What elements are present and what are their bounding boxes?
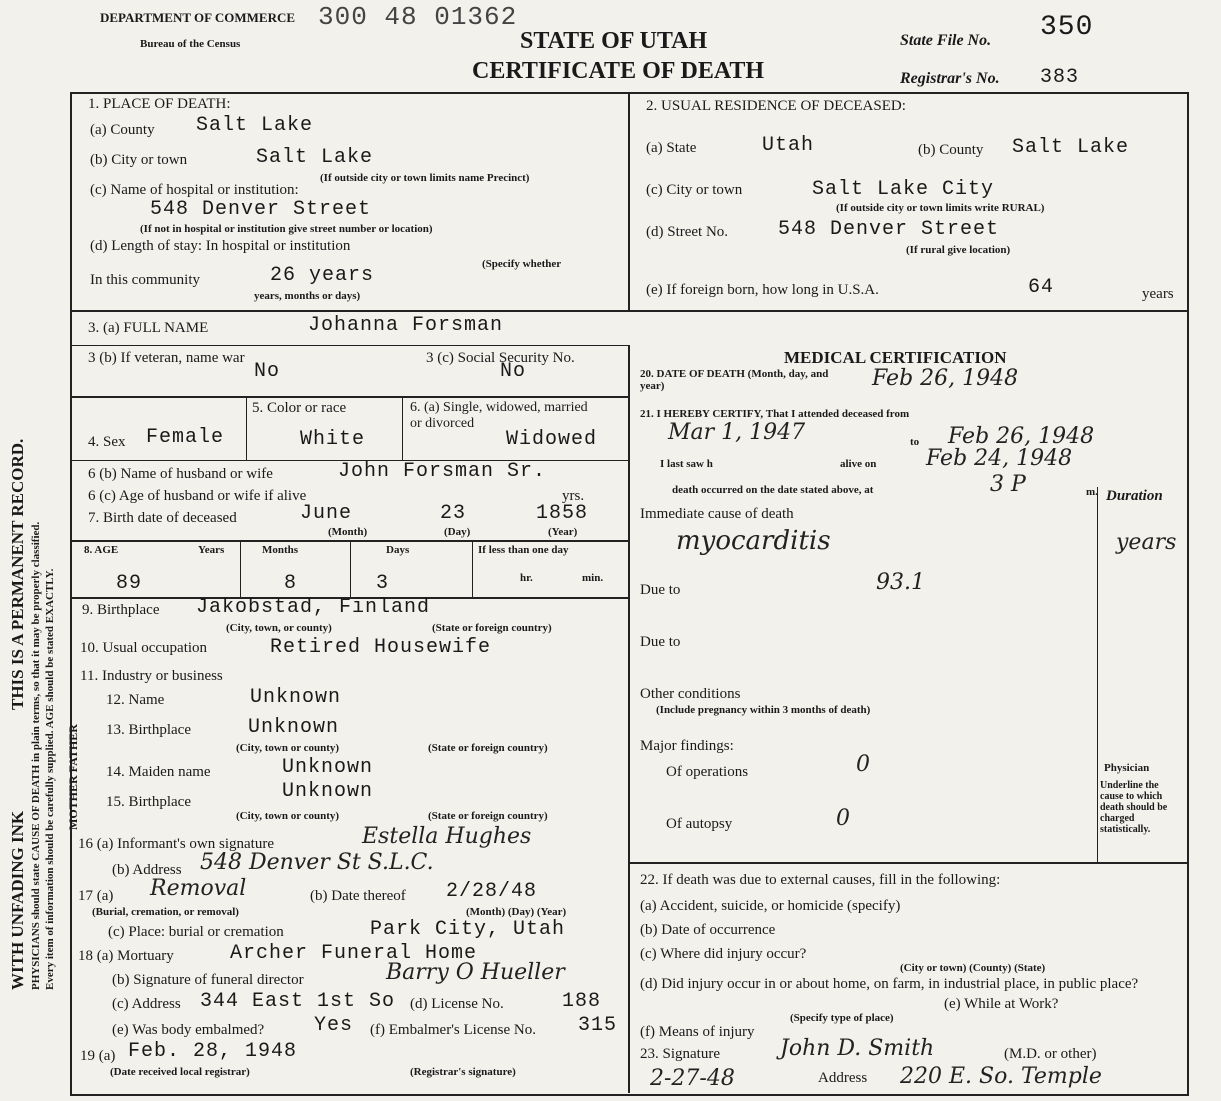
date-thereof-label: (b) Date thereof [310, 888, 406, 904]
signature-label: 23. Signature [640, 1046, 720, 1062]
physician-address: 220 E. So. Temple [900, 1064, 1102, 1089]
parent-note4: (State or foreign country) [428, 810, 548, 822]
duration-header: Duration [1106, 488, 1163, 504]
city-note: (If outside city or town limits name Precinct) [320, 172, 530, 184]
res-street-value: 548 Denver Street [778, 218, 1000, 241]
immediate-cause-label: Immediate cause of death [640, 506, 794, 522]
external-f: (f) Means of injury [640, 1024, 755, 1040]
birthplace-label: 9. Birthplace [82, 602, 160, 618]
ss-value: No [500, 360, 527, 383]
occupation-value: Retired Housewife [270, 636, 492, 659]
mortuary-address-label: (c) Address [112, 996, 181, 1012]
registrar-date-value: Feb. 28, 1948 [128, 1040, 298, 1063]
res-street-note: (If rural give location) [906, 244, 1011, 256]
operations-value: 0 [856, 752, 870, 777]
mortuary-label: 18 (a) Mortuary [78, 948, 174, 964]
parent-note3: (City, town or county) [236, 810, 340, 822]
birth-month: June [300, 502, 353, 525]
month-note: (Month) [328, 526, 368, 538]
city-label: (b) City or town [90, 152, 188, 168]
external-c-note: (City or town) (County) (State) [900, 962, 1046, 974]
operations-label: Of operations [666, 764, 749, 780]
year-note: (Year) [548, 526, 578, 538]
external-a: (a) Accident, suicide, or homicide (specify) [640, 898, 901, 914]
side-instructions [0, 110, 60, 990]
marital-value: Widowed [506, 428, 598, 451]
external-e: (e) While at Work? [944, 996, 1059, 1012]
m-label: m. [1086, 486, 1098, 498]
mother-name-value: Unknown [282, 756, 374, 779]
birth-year: 1858 [536, 502, 589, 525]
community-note: years, months or days) [254, 290, 361, 302]
director-signature: Barry O Hueller [386, 960, 565, 985]
burial-value: Removal [150, 876, 247, 901]
time-value: 3 P [990, 472, 1026, 497]
state-file-no: 350 [1040, 12, 1094, 43]
birthplace-value: Jakobstad, Finland [196, 596, 431, 619]
parent-note1: (City, town or county) [236, 742, 340, 754]
ss-label: 3 (c) Social Security No. [426, 350, 575, 366]
item-note: Every item of information should be carefully supplied. AGE should be stated EXACTLY. [44, 568, 56, 990]
ink-note: WITH UNFADING INK [8, 810, 27, 990]
license-value: 188 [562, 990, 602, 1013]
informant-sig-label: 16 (a) Informant's own signature [78, 836, 274, 852]
registrar-sig-note: (Registrar's signature) [410, 1066, 516, 1078]
occurred-label: death occurred on the date stated above, at [672, 484, 874, 496]
medical-heading: MEDICAL CERTIFICATION [784, 348, 1007, 367]
parent-note2: (State or foreign country) [428, 742, 548, 754]
last-saw-label: I last saw h [660, 458, 713, 470]
res-city-label: (c) City or town [646, 182, 743, 198]
years-header: Years [198, 544, 225, 556]
occupation-label: 10. Usual occupation [80, 640, 208, 656]
years-label: years [1142, 286, 1174, 302]
major-findings-label: Major findings: [640, 738, 734, 754]
hospital-note: (If not in hospital or institution give street number or location) [140, 223, 433, 235]
embalmer-license-label: (f) Embalmer's License No. [370, 1022, 536, 1038]
burial-label: 17 (a) [78, 888, 114, 904]
age-years: 89 [116, 572, 143, 595]
full-name-label: 3. (a) FULL NAME [88, 320, 209, 336]
alive-on-label: alive on [840, 458, 877, 470]
md-label: (M.D. or other) [1004, 1046, 1097, 1062]
embalmed-value: Yes [314, 1014, 354, 1037]
age-label: 8. AGE [84, 544, 119, 556]
marital-label: 6. (a) Single, widowed, married or divorced [410, 400, 588, 431]
permanent-record-note: THIS IS A PERMANENT RECORD. [8, 438, 27, 710]
registrar-label: Registrar's No. [900, 70, 1000, 87]
hr-label: hr. [520, 572, 533, 584]
father-name-label: 12. Name [106, 692, 165, 708]
address-label: Address [818, 1070, 868, 1086]
physician-note-box: Underline the cause to which death should be charged statistically. [1100, 780, 1168, 835]
stay-label: (d) Length of stay: In hospital or institution [90, 238, 351, 254]
department-label: DEPARTMENT OF COMMERCE [100, 10, 296, 25]
min-label: min. [582, 572, 604, 584]
husband-label: 6 (b) Name of husband or wife [88, 466, 273, 482]
signature-date: 2-27-48 [650, 1066, 735, 1091]
license-label: (d) License No. [410, 996, 504, 1012]
birthplace-note1: (City, town, or county) [226, 622, 332, 634]
dod-label: 20. DATE OF DEATH (Month, day, and year) [640, 368, 829, 392]
birth-day: 23 [440, 502, 467, 525]
informant-address-label: (b) Address [112, 862, 182, 878]
physician-signature: John D. Smith [780, 1036, 935, 1061]
res-street-label: (d) Street No. [646, 224, 729, 240]
autopsy-value: 0 [836, 806, 850, 831]
sex-value: Female [146, 426, 225, 449]
veteran-value: No [254, 360, 281, 383]
embalmer-license-value: 315 [578, 1014, 618, 1037]
certificate-number: 300 48 01362 [318, 2, 518, 32]
days-header: Days [386, 544, 410, 556]
to-label: to [910, 436, 920, 448]
informant-signature: Estella Hughes [362, 824, 532, 849]
community-value: 26 years [270, 264, 375, 287]
county-label: (a) County [90, 122, 155, 138]
res-state-label: (a) State [646, 140, 697, 156]
sex-label: 4. Sex [88, 434, 126, 450]
physician-header: Physician [1104, 762, 1150, 774]
mother-birthplace-value: Unknown [282, 780, 374, 803]
birth-date-label: 7. Birth date of deceased [88, 510, 237, 526]
age-months: 8 [284, 572, 298, 595]
external-b: (b) Date of occurrence [640, 922, 776, 938]
res-city-value: Salt Lake City [812, 178, 995, 201]
date-thereof-value: 2/28/48 [446, 880, 538, 903]
informant-address: 548 Denver St S.L.C. [200, 850, 434, 875]
embalmed-label: (e) Was body embalmed? [112, 1022, 265, 1038]
res-state-value: Utah [762, 134, 815, 157]
res-county-value: Salt Lake [1012, 136, 1130, 159]
physician-note: PHYSICIANS should state CAUSE OF DEATH in plain terms, so that it may be properly classified. [30, 521, 42, 990]
mortuary-address: 344 East 1st So [200, 990, 396, 1013]
community-label: In this community [90, 272, 200, 288]
cause-code: 93.1 [876, 570, 925, 595]
attended-to: Feb 26, 1948 [948, 424, 1095, 449]
state-file-label: State File No. [900, 32, 992, 49]
director-label: (b) Signature of funeral director [112, 972, 304, 988]
foreign-value: 64 [1028, 276, 1055, 299]
foreign-label: (e) If foreign born, how long in U.S.A. [646, 282, 879, 298]
external-heading: 22. If death was due to external causes, fill in the following: [640, 872, 1001, 888]
other-conditions-note: (Include pregnancy within 3 months of death) [656, 704, 871, 716]
hospital-label: (c) Name of hospital or institution: [90, 182, 299, 198]
place-burial-label: (c) Place: burial or cremation [108, 924, 284, 940]
less-than-day-header: If less than one day [478, 544, 569, 556]
husband-value: John Forsman Sr. [338, 460, 547, 483]
autopsy-label: Of autopsy [666, 816, 733, 832]
place-burial-value: Park City, Utah [370, 918, 566, 941]
veteran-label: 3 (b) If veteran, name war [88, 350, 245, 366]
mother-name-label: 14. Maiden name [106, 764, 211, 780]
registrar-no: 383 [1040, 66, 1080, 89]
last-saw-date: Feb 24, 1948 [926, 446, 1073, 471]
color-label: 5. Color or race [252, 400, 347, 416]
city-value: Salt Lake [256, 146, 374, 169]
date-thereof-note: (Month) (Day) (Year) [466, 906, 567, 918]
father-name-value: Unknown [250, 686, 342, 709]
certify-text: 21. I HEREBY CERTIFY, That I attended deceased from [640, 408, 910, 420]
other-conditions-label: Other conditions [640, 686, 741, 702]
mortuary-value: Archer Funeral Home [230, 942, 478, 965]
registrar-date-note: (Date received local registrar) [110, 1066, 250, 1078]
industry-label: 11. Industry or business [80, 668, 223, 684]
external-c: (c) Where did injury occur? [640, 946, 807, 962]
due-to-label-2: Due to [640, 634, 681, 650]
place-of-death-heading: 1. PLACE OF DEATH: [88, 96, 231, 112]
burial-note: (Burial, cremation, or removal) [92, 906, 239, 918]
state-title: STATE OF UTAH [520, 28, 708, 54]
external-d-note: (Specify type of place) [790, 1012, 894, 1024]
hospital-value: 548 Denver Street [150, 198, 372, 221]
certificate-title: CERTIFICATE OF DEATH [472, 58, 765, 84]
external-d: (d) Did injury occur in or about home, on farm, in industrial place, in public place? [640, 976, 1139, 992]
res-county-label: (b) County [918, 142, 984, 158]
county-value: Salt Lake [196, 114, 314, 137]
day-note: (Day) [444, 526, 471, 538]
husband-age-label: 6 (c) Age of husband or wife if alive [88, 488, 307, 504]
duration-value: years [1116, 530, 1177, 555]
months-header: Months [262, 544, 299, 556]
residence-heading: 2. USUAL RESIDENCE OF DECEASED: [646, 98, 906, 114]
color-value: White [300, 428, 366, 451]
mother-birthplace-label: 15. Birthplace [106, 794, 191, 810]
father-birthplace-value: Unknown [248, 716, 340, 739]
attended-from: Mar 1, 1947 [668, 420, 806, 445]
immediate-cause-value: myocarditis [676, 526, 831, 556]
yrs-label: yrs. [562, 488, 585, 504]
registrar-date-label: 19 (a) [80, 1048, 116, 1064]
dod-value: Feb 26, 1948 [872, 366, 1019, 391]
due-to-label-1: Due to [640, 582, 681, 598]
birthplace-note2: (State or foreign country) [432, 622, 552, 634]
bureau-label: Bureau of the Census [140, 38, 241, 50]
full-name-value: Johanna Forsman [308, 314, 504, 337]
father-birthplace-label: 13. Birthplace [106, 722, 191, 738]
res-city-note: (If outside city or town limits write RURAL) [836, 202, 1045, 214]
age-days: 3 [376, 572, 390, 595]
specify-note: (Specify whether [482, 258, 562, 270]
mother-father-tag: MOTHER FATHER [66, 724, 80, 830]
